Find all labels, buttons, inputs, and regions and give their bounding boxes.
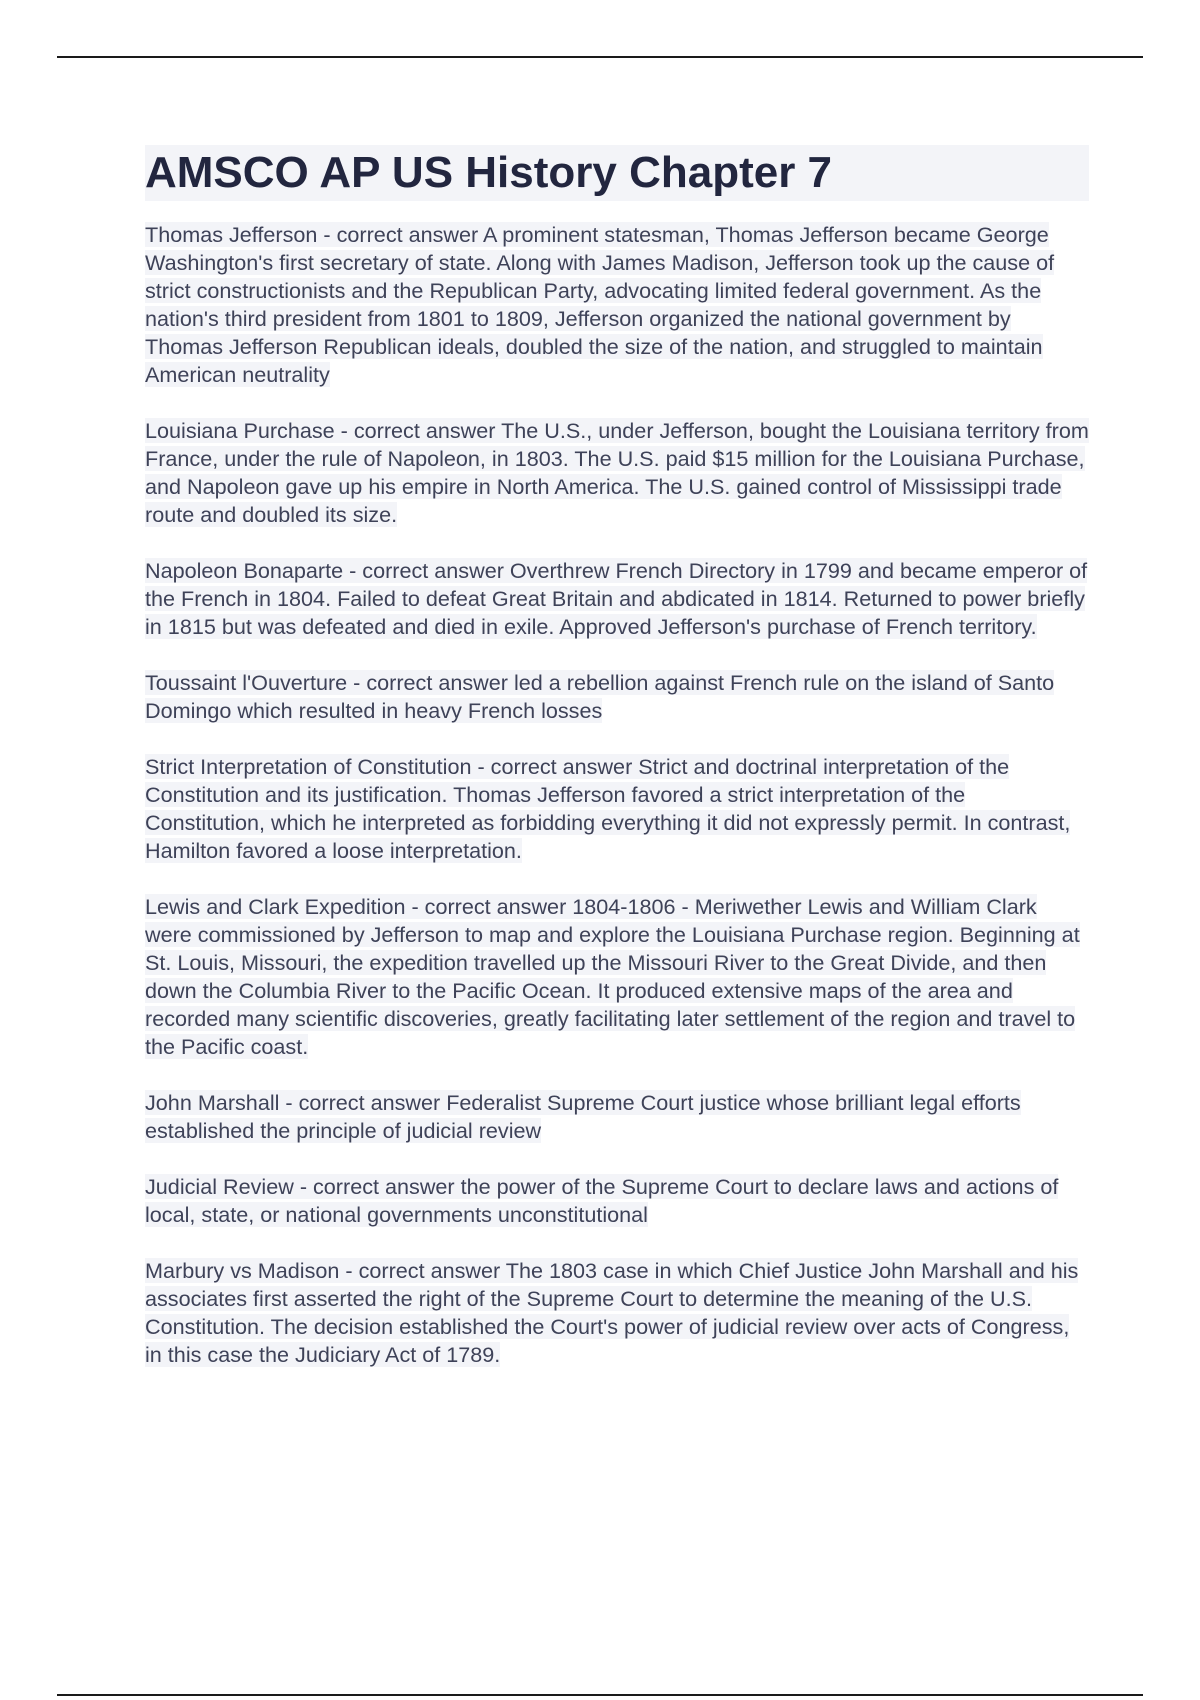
entry-louisiana-purchase	[145, 417, 1089, 529]
entry-text: Napoleon Bonaparte - correct answer Overthrew French Directory in 1799 and became emperor of the French in 1804. Failed to defeat Great Britain and abdicated in 1814. Returned to power briefly in 1815 but was defeated and died in exile. Approved Jefferson's purchase of French territory.	[145, 558, 1088, 639]
entry-john-marshall	[145, 1089, 1089, 1145]
entry-text: Marbury vs Madison - correct answer The 1803 case in which Chief Justice John Marshall and his associates first asserted the right of the Supreme Court to determine the meaning of the U.S. Constitution. The decision established the Court's power of judicial review over acts of Congress, in this case the Judiciary Act of 1789.	[145, 1258, 1079, 1367]
entry-marbury-vs-madison	[145, 1257, 1089, 1369]
entry-lewis-and-clark	[145, 893, 1089, 1061]
document-title: AMSCO AP US History Chapter 7	[145, 145, 1089, 201]
entry-text: Thomas Jefferson - correct answer A prominent statesman, Thomas Jefferson became George Washington's first secretary of state. Along with James Madison, Jefferson took up the cause of strict constructionists and the Republican Party, advocating limited federal government. As the nation's third president from 1801 to 1809, Jefferson organized the national government by Thomas Jefferson Republican ideals, doubled the size of the nation, and struggled to maintain American neutrality	[145, 222, 1055, 387]
entry-text: Louisiana Purchase - correct answer The U.S., under Jefferson, bought the Louisiana territory from France, under the rule of Napoleon, in 1803. The U.S. paid $15 million for the Louisiana Purchase, and Napoleon gave up his empire in North America. The U.S. gained control of Mississippi trade route and doubled its size.	[145, 418, 1089, 527]
entry-strict-interpretation	[145, 753, 1089, 865]
entry-text: Lewis and Clark Expedition - correct answer 1804-1806 - Meriwether Lewis and William Clark were commissioned by Jefferson to map and explore the Louisiana Purchase region. Beginning at St. Louis, Missouri, the expedition travelled up the Missouri River to the Great Divide, and then down the Columbia River to the Pacific Ocean. It produced extensive maps of the area and recorded many scientific discoveries, greatly facilitating later settlement of the region and travel to the Pacific coast.	[145, 894, 1080, 1059]
entry-text: John Marshall - correct answer Federalist Supreme Court justice whose brilliant legal efforts established the principle of judicial review	[145, 1090, 1021, 1143]
entry-napoleon-bonaparte	[145, 557, 1089, 641]
entry-judicial-review	[145, 1173, 1089, 1229]
footer-rule	[57, 1694, 1143, 1696]
entry-text: Judicial Review - correct answer the power of the Supreme Court to declare laws and actions of local, state, or national governments unconstitutional	[145, 1174, 1059, 1227]
entry-toussaint-louverture	[145, 669, 1089, 725]
header-rule	[57, 56, 1143, 58]
entry-text: Toussaint l'Ouverture - correct answer led a rebellion against French rule on the island of Santo Domingo which resulted in heavy French losses	[145, 670, 1055, 723]
entry-thomas-jefferson	[145, 221, 1089, 389]
entry-text: Strict Interpretation of Constitution - correct answer Strict and doctrinal interpretation of the Constitution and its justification. Thomas Jefferson favored a strict interpretation of the Constitution, which he interpreted as forbidding everything it did not expressly permit. In contrast, Hamilton favored a loose interpretation.	[145, 754, 1071, 863]
document-body	[145, 145, 1089, 1397]
